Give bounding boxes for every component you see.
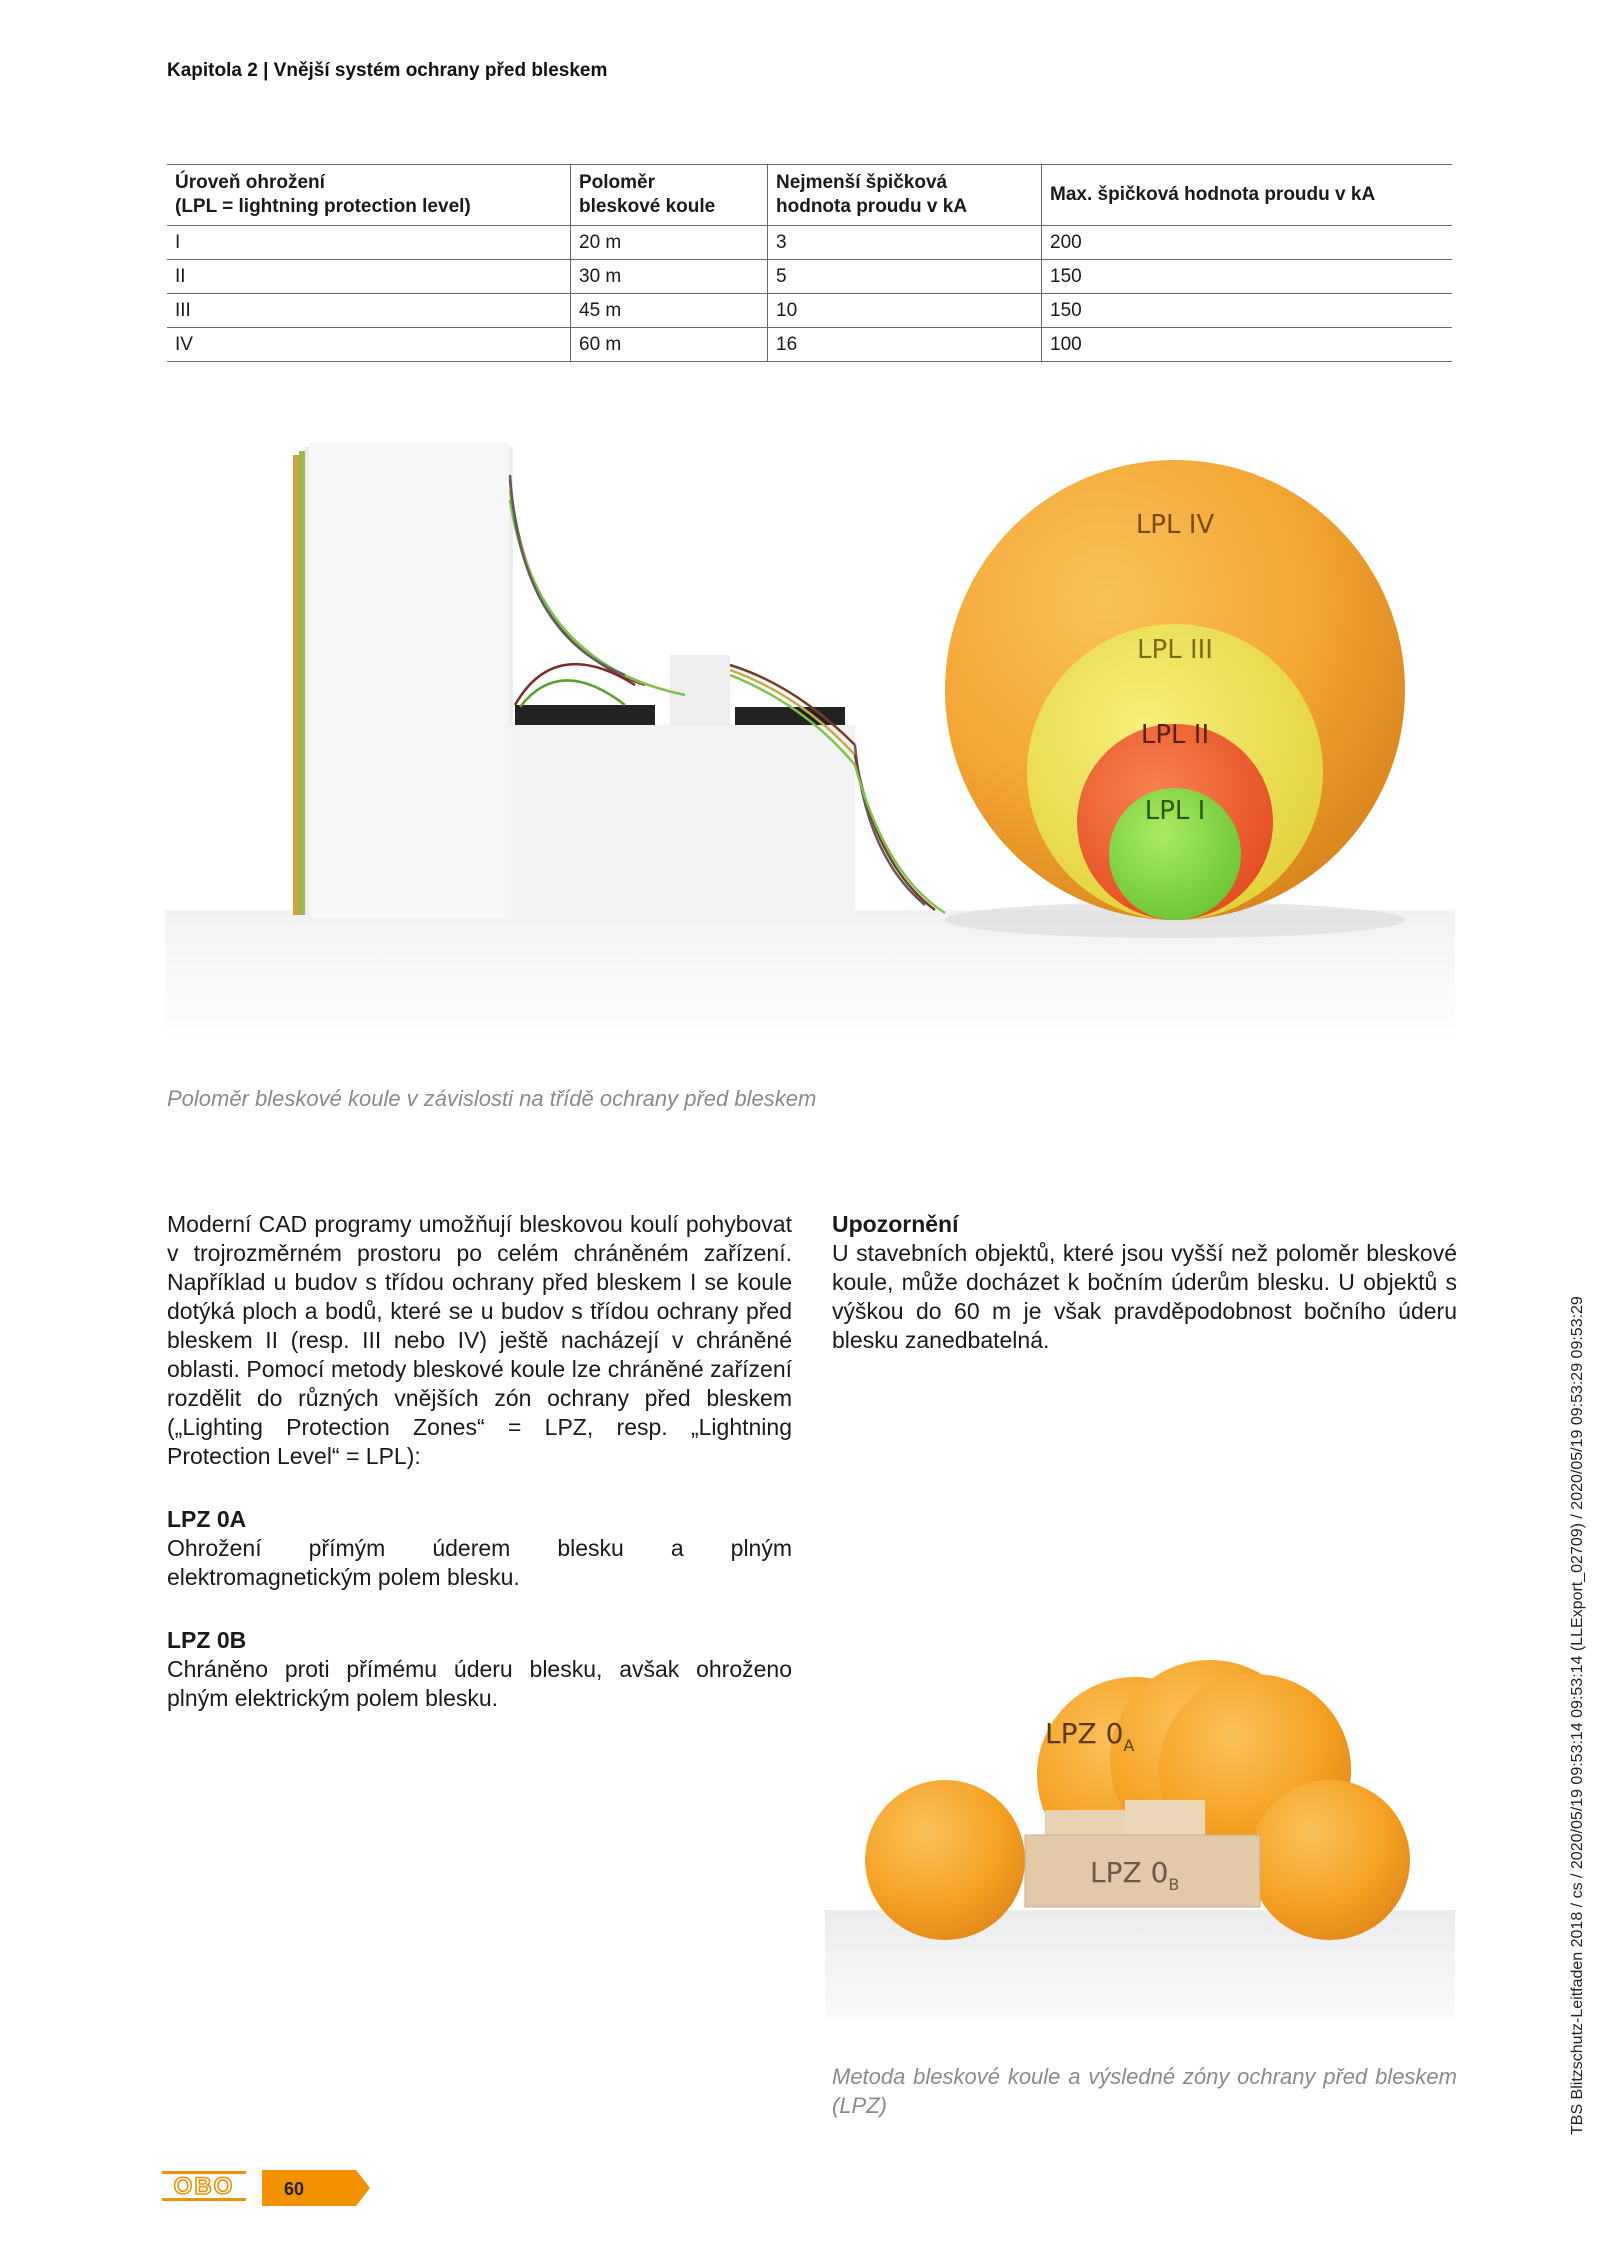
figure1-caption: Poloměr bleskové koule v závislosti na třídě ochrany před bleskem <box>167 1086 817 1111</box>
cell-lpl: III <box>167 294 571 328</box>
lpz0a-heading: LPZ 0A <box>167 1506 247 1532</box>
page-number: 60 <box>283 2179 305 2199</box>
lpz0b-block <box>167 1626 792 1713</box>
sidebar-doc-info: TBS Blitzschutz-Leitfaden 2018 / cs / 2020/05/19 09:53:14 09:53:14 (LLExport_02709) / 2020/05/19 09:53:29 09:53:29 <box>1569 1296 1586 2135</box>
header-max-current: Max. špičková hodnota proudu v kA <box>1042 165 1453 226</box>
right-column <box>832 1210 1457 1355</box>
table-header-row <box>167 165 1452 226</box>
header-lpl: Úroveň ohrožení (LPL = lightning protection level) <box>167 165 571 226</box>
cell-min-current: 5 <box>768 260 1042 294</box>
lpz0b-heading: LPZ 0B <box>167 1627 247 1653</box>
cell-lpl: IV <box>167 328 571 362</box>
lpl-table <box>167 164 1452 362</box>
cell-lpl: I <box>167 226 571 260</box>
cell-radius: 60 m <box>571 328 768 362</box>
label-lpl-ii: LPL II <box>1140 720 1210 750</box>
lpz-zones-figure <box>825 1610 1455 2020</box>
lpz0a-text: Ohrožení přímým úderem blesku a plným elektromagnetickým polem blesku. <box>167 1535 792 1590</box>
intro-paragraph: Moderní CAD programy umožňují bleskovou koulí pohybovat v trojrozměrném prostoru po celém chráněném zařízení. Například u budov s třídou ochrany před bleskem I se koule dotýká ploch a bodů, které se u budov s třídou ochrany před bleskem II (resp. III nebo IV) ještě nacházejí v chráněné oblasti. Pomocí metody bleskové koule lze chráněné zařízení rozdělit do různých vnějších zón ochrany před bleskem („Lighting Protection Zones“ = LPZ, resp. „Lightning Protection Level“ = LPL): <box>167 1211 792 1469</box>
svg-text:OBO: OBO <box>173 2173 235 2200</box>
cell-max-current: 150 <box>1042 294 1453 328</box>
cell-max-current: 200 <box>1042 226 1453 260</box>
lpz0b-text: Chráněno proti přímému úderu blesku, avšak ohroženo plným elektrickým polem blesku. <box>167 1656 792 1711</box>
cell-radius: 45 m <box>571 294 768 328</box>
label-lpz0b: LPZ $0_B$ <box>1090 1856 1180 1894</box>
cell-min-current: 16 <box>768 328 1042 362</box>
cell-min-current: 10 <box>768 294 1042 328</box>
label-lpl-i: LPL I <box>1144 796 1206 826</box>
rolling-sphere-figure <box>165 385 1455 1045</box>
table-row <box>167 260 1452 294</box>
table-row <box>167 328 1452 362</box>
cell-min-current: 3 <box>768 226 1042 260</box>
note-heading: Upozornění <box>832 1211 959 1237</box>
cell-max-current: 100 <box>1042 328 1453 362</box>
label-lpz0a: LPZ $0_A$ <box>1045 1717 1135 1755</box>
table-row <box>167 226 1452 260</box>
page-number-badge <box>262 2170 370 2206</box>
cell-radius: 20 m <box>571 226 768 260</box>
label-lpl-iv: LPL IV <box>1135 510 1215 540</box>
header-min-current: Nejmenší špičková hodnota proudu v kA <box>768 165 1042 226</box>
obo-logo <box>162 2171 246 2201</box>
cell-lpl: II <box>167 260 571 294</box>
chapter-header: Kapitola 2 | Vnější systém ochrany před bleskem <box>167 60 608 81</box>
header-radius: Poloměr bleskové koule <box>571 165 768 226</box>
note-text: U stavebních objektů, které jsou vyšší než poloměr bleskové koule, může docházet k bočním úderům blesku. U objektů s výškou do 60 m je však pravděpodobnost bočního úderu blesku zanedbatelná. <box>832 1240 1457 1353</box>
table-row <box>167 294 1452 328</box>
figure2-caption: Metoda bleskové koule a výsledné zóny ochrany před bleskem (LPZ) <box>832 2064 1457 2118</box>
left-column <box>167 1210 792 1713</box>
label-lpl-iii: LPL III <box>1137 635 1213 665</box>
cell-max-current: 150 <box>1042 260 1453 294</box>
cell-radius: 30 m <box>571 260 768 294</box>
lpz0a-block <box>167 1505 792 1592</box>
